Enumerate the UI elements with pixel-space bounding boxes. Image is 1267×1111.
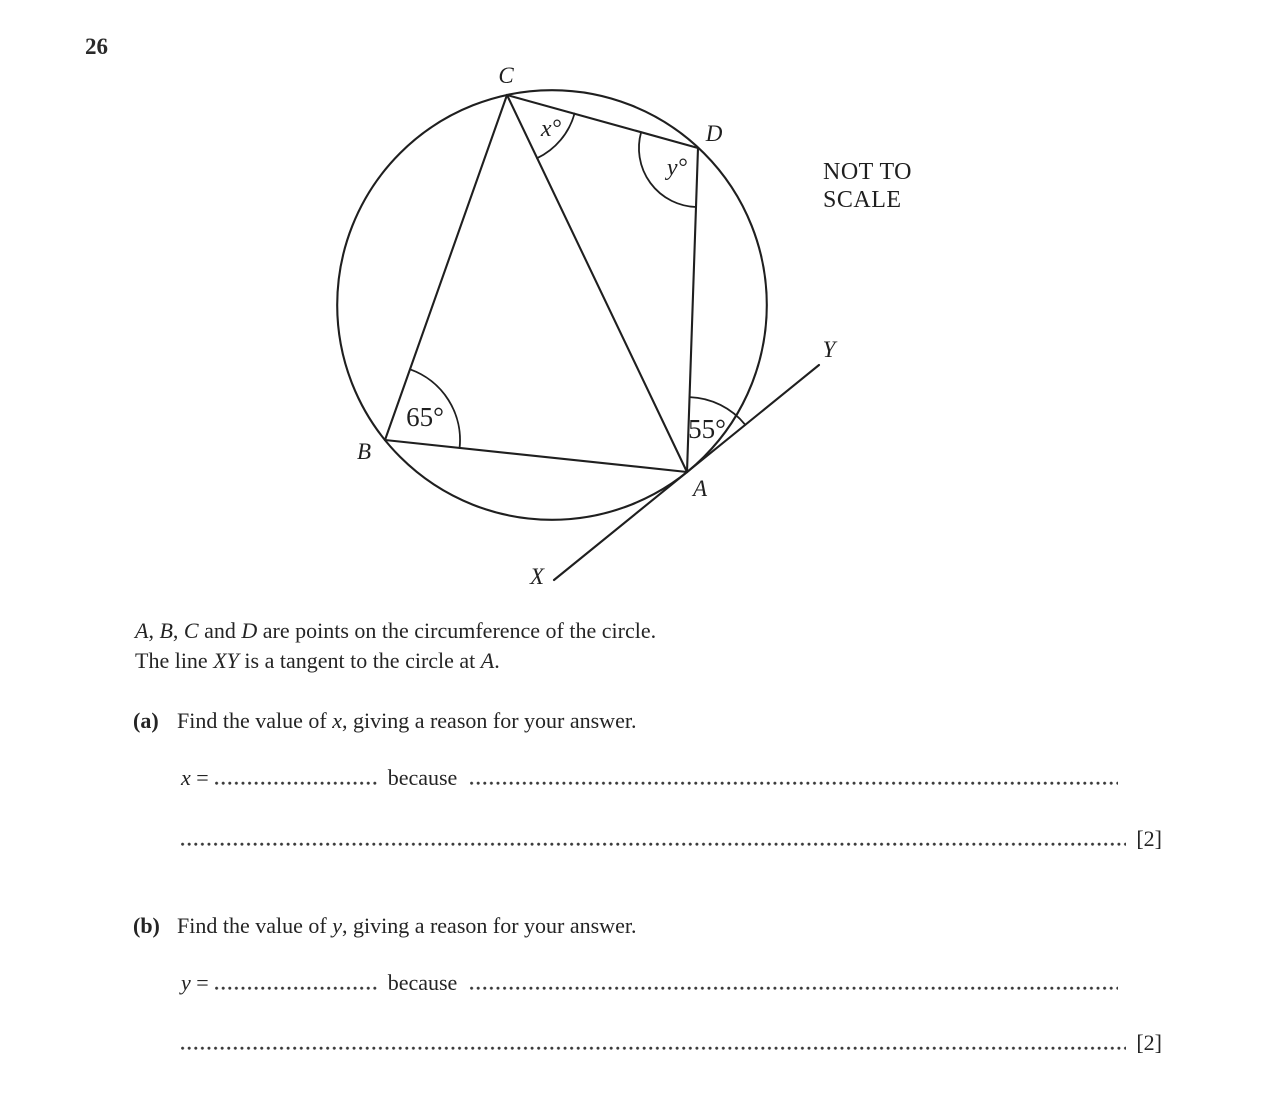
part-a-because-label: because xyxy=(387,765,458,790)
part-a-marks-row xyxy=(181,824,1162,854)
part-b-reason-line-1 xyxy=(470,986,1118,990)
part-a-prompt: Find the value of x, giving a reason for your answer. xyxy=(177,708,637,733)
part-a-label: (a) xyxy=(133,708,159,733)
part-b-marks-badge: [2] xyxy=(1136,1030,1162,1055)
part-b-prompt: Find the value of y, giving a reason for your answer. xyxy=(177,913,637,938)
angle-label-x: x° xyxy=(540,116,562,142)
part-b-marks-row xyxy=(181,1028,1162,1058)
part-b-label: (b) xyxy=(133,913,160,938)
part-b-answer-row xyxy=(181,968,1118,998)
part-a-prompt-row xyxy=(133,706,636,736)
part-b-prompt-row xyxy=(133,911,636,941)
part-a-reason-line-1 xyxy=(470,781,1118,785)
point-label-y: Y xyxy=(822,337,836,362)
part-a-answer-value-line xyxy=(215,781,379,785)
not-to-scale-line1: NOT TO xyxy=(823,159,913,185)
point-label-a: A xyxy=(692,476,708,501)
chord-ca xyxy=(507,95,687,472)
chord-bc xyxy=(385,95,507,440)
chord-ba xyxy=(385,440,687,472)
part-a-reason-line-2 xyxy=(181,842,1126,846)
point-label-c: C xyxy=(498,63,514,88)
circle xyxy=(337,90,767,520)
question-number: 26 xyxy=(85,34,108,59)
part-a-answer-variable: x = xyxy=(181,765,209,790)
part-b-answer-variable: y = xyxy=(181,970,209,995)
part-b-because-label: because xyxy=(387,970,458,995)
tangent-line-xy xyxy=(554,365,819,580)
part-b-reason-line-2 xyxy=(181,1046,1126,1050)
point-label-b: B xyxy=(356,439,372,464)
angle-label-y: y° xyxy=(666,155,688,181)
statement-line-2: The line XY is a tangent to the circle at A. xyxy=(135,648,500,673)
not-to-scale-line2: SCALE xyxy=(823,187,902,213)
point-label-d: D xyxy=(705,121,723,146)
problem-statement xyxy=(135,616,656,676)
point-label-x: X xyxy=(529,564,545,589)
angle-label-55: 55° xyxy=(688,414,726,444)
part-a-marks-badge: [2] xyxy=(1136,826,1162,851)
part-a-answer-row xyxy=(181,763,1118,793)
statement-line-1: A, B, C and D are points on the circumference of the circle. xyxy=(135,618,657,643)
chord-cd xyxy=(507,95,698,148)
angle-label-65: 65° xyxy=(406,402,444,432)
part-b-answer-value-line xyxy=(215,986,379,990)
